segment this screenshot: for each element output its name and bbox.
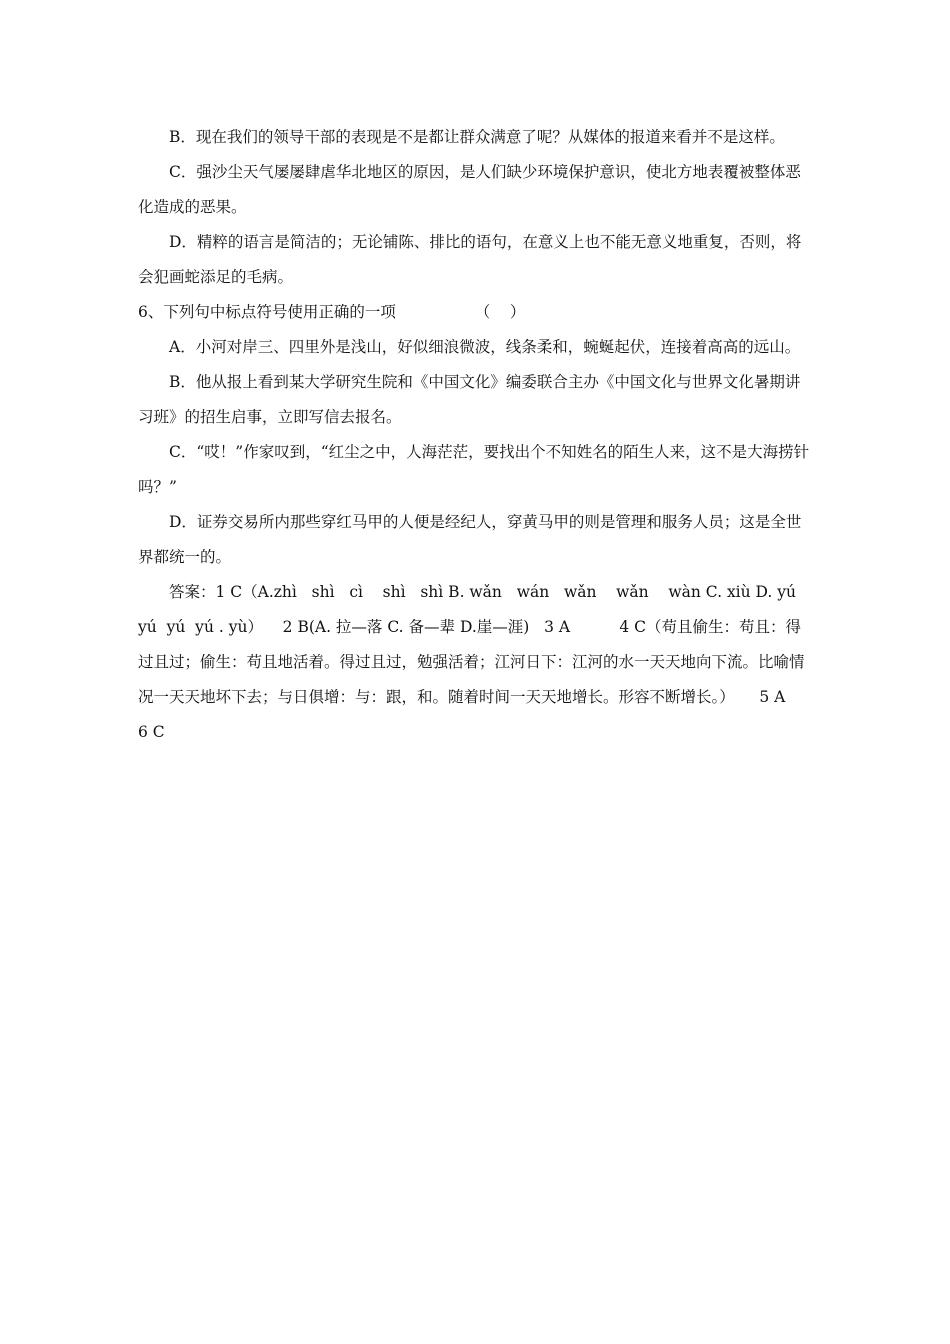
q6-option-a: A．小河对岸三、四里外是浅山，好似细浪微波，线条柔和，蜿蜒起伏，连接着高高的远山。	[169, 338, 801, 356]
answer-key: 答案：1 C（A.zhì shì cì shì shì B. wǎn wán wǎn wǎn wàn C. xiù D. yú yú yú yú . yù） 2 B(A. 拉—落 C. 备—辈 D.崖—涯) 3 A 4 C（苟且偷生：苟且：得过且过；偷生：苟且地活着。得过且过，勉强活着；江河日下：江河的水一天天地向下流。比喻情况一天天地坏下去；与日俱增：与：跟，和。随着时间一天天地增长。形容不断增长。） 5 A 6 C	[138, 583, 806, 741]
q6-option-b: B．他从报上看到某大学研究生院和《中国文化》编委联合主办《中国文化与世界文化暑期讲习班》的招生启事，立即写信去报名。	[138, 373, 801, 426]
q5-option-d: D．精粹的语言是简洁的；无论铺陈、排比的语句，在意义上也不能无意义地重复，否则，将会犯画蛇添足的毛病。	[138, 233, 802, 286]
q5-option-c: C．强沙尘天气屡屡肆虐华北地区的原因，是人们缺少环境保护意识，使北方地表覆被整体恶化造成的恶果。	[138, 163, 801, 216]
q6-option-d: D．证券交易所内那些穿红马甲的人便是经纪人，穿黄马甲的则是管理和服务人员；这是全世界都统一的。	[138, 513, 802, 566]
q6-stem: 6、下列句中标点符号使用正确的一项 （ ）	[138, 303, 526, 321]
q5-option-b: B．现在我们的领导干部的表现是不是都让群众满意了呢？从媒体的报道来看并不是这样。	[169, 128, 785, 146]
q6-option-c: C．“哎！”作家叹到，“红尘之中，人海茫茫，要找出个不知姓名的陌生人来，这不是大海捞针吗？”	[138, 443, 810, 496]
document-body	[138, 120, 814, 750]
